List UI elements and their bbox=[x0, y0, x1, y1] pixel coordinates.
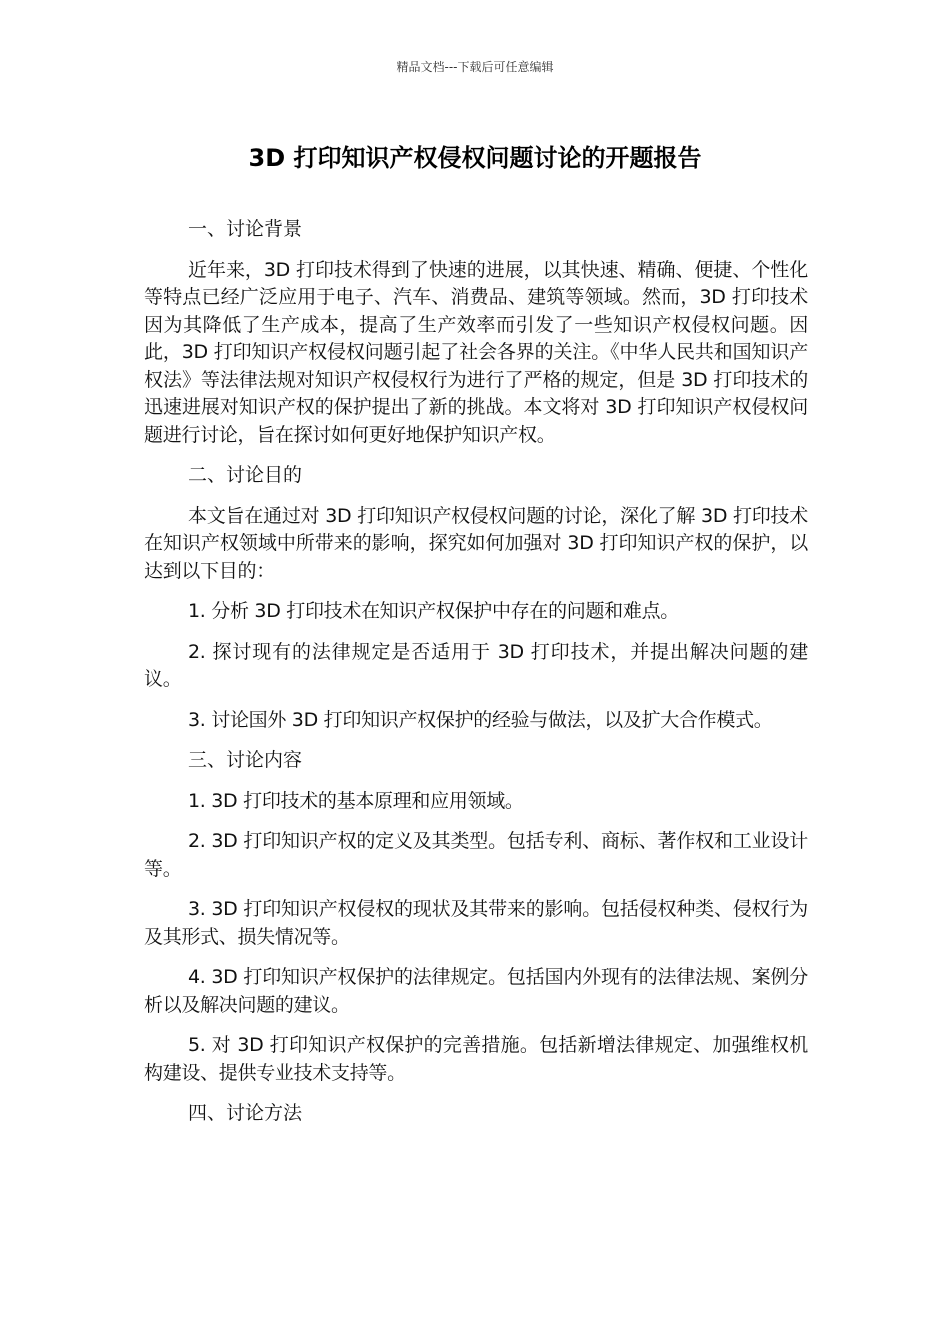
list-item-purpose-1: 1. 分析 3D 打印技术在知识产权保护中存在的问题和难点。 bbox=[188, 600, 679, 622]
section-heading-content: 三、讨论内容 bbox=[188, 749, 303, 771]
list-item-purpose-3: 3. 讨论国外 3D 打印知识产权保护的经验与做法，以及扩大合作模式。 bbox=[188, 708, 773, 731]
list-item-content-2: 2. 3D 打印知识产权的定义及其类型。包括专利、商标、著作权和工业设计等。 bbox=[144, 830, 808, 880]
section-heading-method: 四、讨论方法 bbox=[188, 1102, 303, 1124]
list-item-purpose-2: 2. 探讨现有的法律规定是否适用于 3D 打印技术，并提出解决问题的建议。 bbox=[144, 640, 808, 690]
list-item-content-4: 4. 3D 打印知识产权保护的法律规定。包括国内外现有的法律法规、案例分析以及解决问题的建议。 bbox=[144, 966, 808, 1016]
list-item-content-3: 3. 3D 打印知识产权侵权的现状及其带来的影响。包括侵权种类、侵权行为及其形式、损失情况等。 bbox=[144, 898, 808, 948]
document-body bbox=[144, 216, 808, 1141]
paragraph-purpose: 本文旨在通过对 3D 打印知识产权侵权问题的讨论，深化了解 3D 打印技术在知识产权领域中所带来的影响，探究如何加强对 3D 打印知识产权的保护，以达到以下目的： bbox=[144, 504, 808, 582]
section-heading-purpose: 二、讨论目的 bbox=[188, 464, 303, 486]
list-item-content-1: 1. 3D 打印技术的基本原理和应用领域。 bbox=[188, 789, 524, 812]
section-heading-background: 一、讨论背景 bbox=[188, 218, 303, 240]
list-item-content-5: 5. 对 3D 打印知识产权保护的完善措施。包括新增法律规定、加强维权机构建设、提供专业技术支持等。 bbox=[144, 1034, 808, 1084]
document-title: 3D 打印知识产权侵权问题讨论的开题报告 bbox=[248, 144, 702, 172]
paragraph-background: 近年来，3D 打印技术得到了快速的进展，以其快速、精确、便捷、个性化等特点已经广泛应用于电子、汽车、消费品、建筑等领域。然而，3D 打印技术因为其降低了生产成本，提高了生产效率而引发了一些知识产权侵权问题。因此，3D 打印知识产权侵权问题引起了社会各界的关注。《中华人民共和国知识产权法》等法律法规对知识产权侵权行为进行了严格的规定，但是 3D 打印技术的迅速进展对知识产权的保护提出了新的挑战。本文将对 3D 打印知识产权侵权问题进行讨论，旨在探讨如何更好地保护知识产权。 bbox=[144, 258, 808, 446]
header-note: 精品文档---下载后可任意编辑 bbox=[396, 60, 554, 74]
